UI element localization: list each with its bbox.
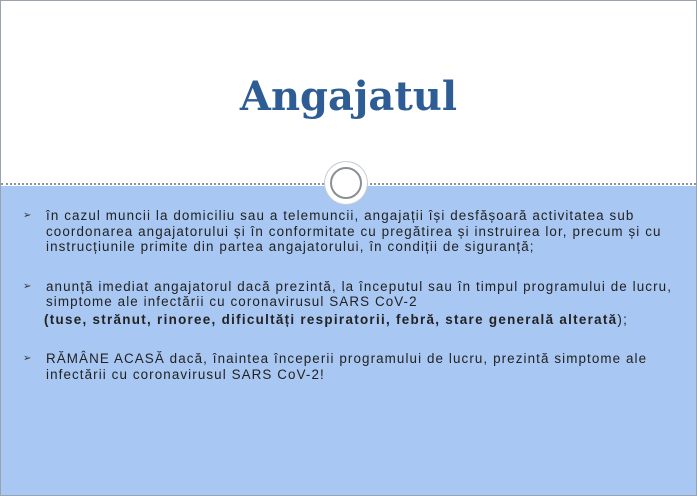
divider-circle-ornament [325,162,367,204]
arrow-bullet-icon: ➢ [23,353,32,364]
emphasis-text: (tuse, strănut, rinoree, dificultăți respiratorii, febră, stare generală alterată [44,311,618,327]
arrow-bullet-icon: ➢ [23,210,32,221]
list-item [23,208,678,255]
ring-icon [330,167,362,199]
emphasis-tail: ); [617,311,629,327]
title-area [1,1,696,184]
list-item [23,279,678,328]
bullet-emphasis [23,312,678,328]
arrow-bullet-icon: ➢ [23,280,32,292]
bullet-text: RĂMÂNE ACASĂ dacă, înaintea începerii programului de lucru, prezintă simptome ale infectării cu coronavirusul SARS CoV-2! [46,351,648,382]
bullet-text: anunță imediat angajatorul dacă prezintă, la începutul sau în timpul programului de lucru, simptome ale infectării cu coronavirusul SARS CoV-2 [46,278,673,309]
bullet-text: în cazul muncii la domiciliu sau a telemuncii, angajații își desfășoară activitatea sub coordonarea angajatorului și în conformitate cu pregătirea și instruirea lor, precum și cu instrucțiunile primite din partea angajatorului, în condiții de siguranță; [46,208,662,254]
list-item [23,351,678,382]
slide-title: Angajatul [239,73,458,120]
bullet-list [23,208,678,406]
